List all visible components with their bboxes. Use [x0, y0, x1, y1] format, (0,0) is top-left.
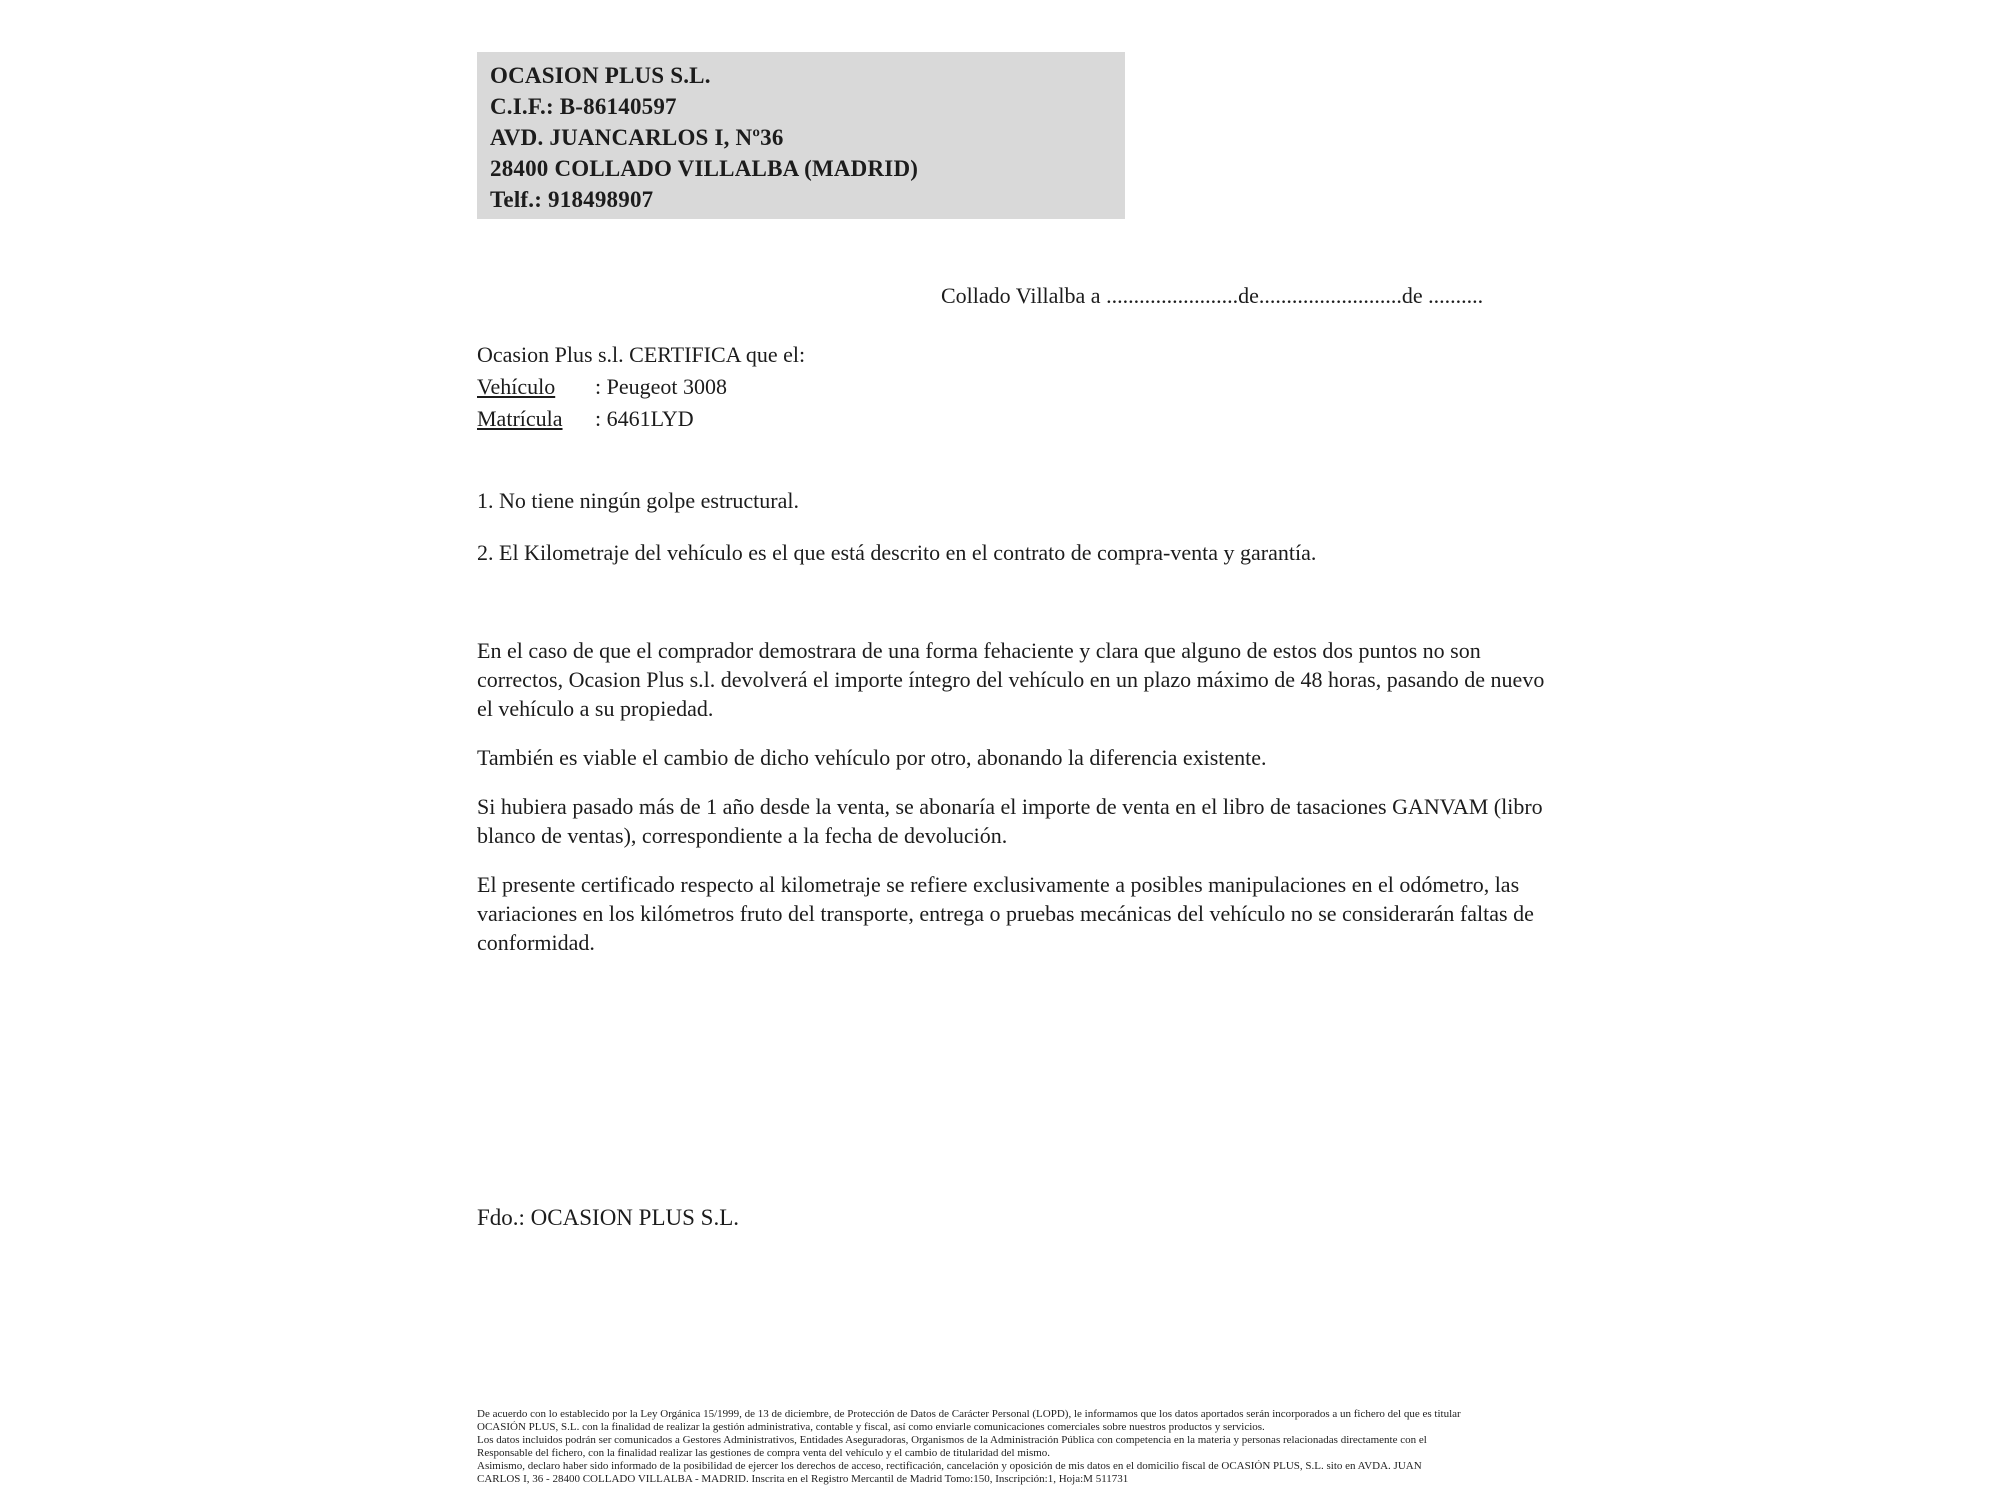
company-phone: Telf.: 918498907 [490, 187, 654, 212]
legal-footer [477, 1408, 1567, 1486]
certification-block [477, 339, 805, 435]
point-2: 2. El Kilometraje del vehículo es el que está descrito en el contrato de compra-venta y garantía. [477, 540, 1317, 565]
footer-line-2: OCASIÓN PLUS, S.L. con la finalidad de realizar la gestión administrativa, contable y fiscal, así como enviarle comunicaciones comerciales sobre nuestros productos y servicios. [477, 1421, 1265, 1433]
vehicle-label: Vehículo [477, 374, 556, 399]
paragraph-refund: En el caso de que el comprador demostrara de una forma fehaciente y clara que alguno de estos dos puntos no son correctos, Ocasion Plus s.l. devolverá el importe íntegro del vehículo en un plazo máximo de 48 horas, pasando de nuevo el vehículo a su propiedad. [477, 638, 1545, 721]
footer-line-4: Responsable del fichero, con la finalidad realizar las gestiones de compra venta del vehículo y el cambio de titularidad del mismo. [477, 1447, 1051, 1459]
company-address: AVD. JUANCARLOS I, Nº36 [490, 125, 784, 150]
paragraph-odometer: El presente certificado respecto al kilometraje se refiere exclusivamente a posibles manipulaciones en el odómetro, las variaciones en los kilómetros fruto del transporte, entrega o pruebas mecánicas del vehículo no se considerarán faltas de conformidad. [477, 872, 1534, 955]
paragraph-exchange: También es viable el cambio de dicho vehículo por otro, abonando la diferencia existente. [477, 745, 1267, 770]
company-header-box [477, 52, 1125, 219]
point-1: 1. No tiene ningún golpe estructural. [477, 488, 799, 513]
vehicle-row [477, 371, 805, 403]
paragraph-ganvam: Si hubiera pasado más de 1 año desde la venta, se abonaría el importe de venta en el libro de tasaciones GANVAM (libro blanco de ventas), correspondiente a la fecha de devolución. [477, 794, 1543, 848]
date-line: Collado Villalba a ........................de..........................de .......... [941, 283, 1484, 308]
signature-line: Fdo.: OCASION PLUS S.L. [477, 1205, 739, 1230]
plate-value: : 6461LYD [595, 406, 694, 431]
body-paragraphs [477, 636, 1552, 977]
company-name: OCASION PLUS S.L. [490, 63, 711, 88]
footer-line-6: CARLOS I, 36 - 28400 COLLADO VILLALBA - MADRID. Inscrita en el Registro Mercantil de Madrid Tomo:150, Inscripción:1, Hoja:M 511731 [477, 1473, 1129, 1485]
company-city: 28400 COLLADO VILLALBA (MADRID) [490, 156, 919, 181]
vehicle-value: : Peugeot 3008 [595, 374, 727, 399]
footer-line-1: De acuerdo con lo establecido por la Ley Orgánica 15/1999, de 13 de diciembre, de Protección de Datos de Carácter Personal (LOPD), le informamos que los datos aportados serán incorporados a un fichero del que es titular [477, 1408, 1461, 1420]
certified-points [477, 487, 1552, 591]
plate-label: Matrícula [477, 406, 563, 431]
company-cif: C.I.F.: B-86140597 [490, 94, 677, 119]
footer-line-5: Asimismo, declaro haber sido informado de la posibilidad de ejercer los derechos de acceso, rectificación, cancelación y oposición de mis datos en el domicilio fiscal de OCASIÓN PLUS, S.L. sito en AVDA. JUAN [477, 1460, 1422, 1472]
footer-line-3: Los datos incluidos podrán ser comunicados a Gestores Administrativos, Entidades Aseguradoras, Organismos de la Administración Pública con competencia en la materia y personas relacionadas directamente con el [477, 1434, 1427, 1446]
plate-row [477, 403, 805, 435]
certify-intro: Ocasion Plus s.l. CERTIFICA que el: [477, 342, 806, 367]
